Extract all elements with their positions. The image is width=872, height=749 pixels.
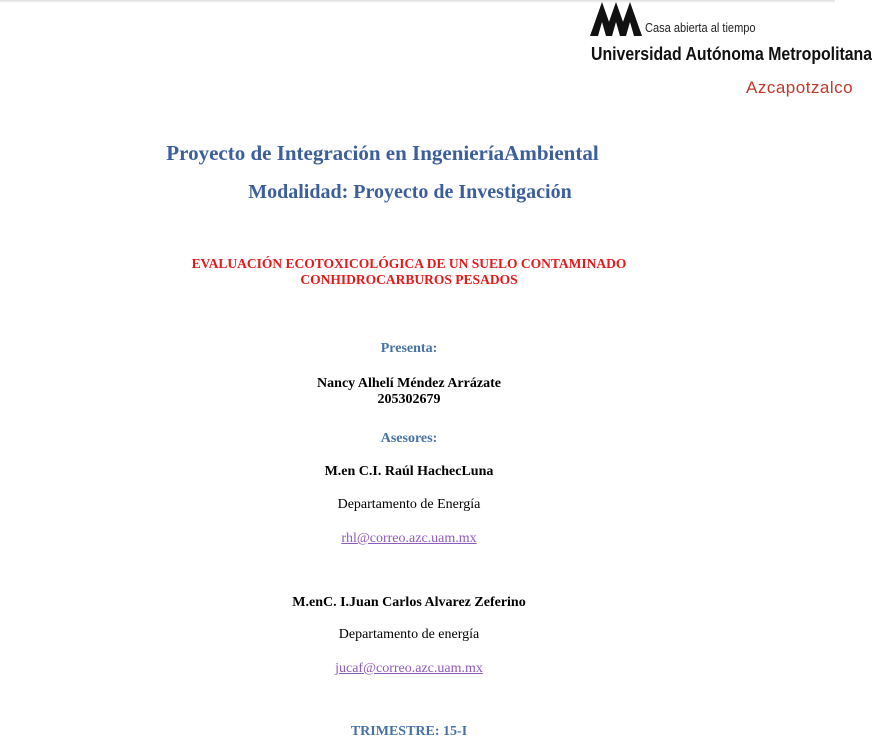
advisors-label: Asesores: (380, 431, 438, 446)
advisor-2-department: Departamento de energía (338, 627, 480, 642)
university-name: Universidad Autónoma Metropolitana (591, 44, 872, 64)
thesis-title-line-2: CONHIDROCARBUROS PESADOS (300, 272, 518, 287)
advisor-1-name: M.en C.I. Raúl HachecLuna (324, 464, 494, 479)
advisor-1-email-link[interactable]: rhl@correo.azc.uam.mx (341, 531, 477, 546)
university-tagline: Casa abierta al tiempo (645, 20, 756, 35)
advisor-2-email-row (0, 659, 818, 677)
advisor-2-name: M.enC. I.Juan Carlos Alvarez Zeferino (292, 595, 526, 610)
presenter-name: Nancy Alhelí Méndez Arrázate (317, 376, 501, 391)
presenter-label: Presenta: (380, 341, 438, 356)
modality-heading: Modalidad: Proyecto de Investigación (248, 181, 572, 203)
campus-name: Azcapotzalco (746, 78, 854, 97)
advisor-2-email-link[interactable]: jucaf@correo.azc.uam.mx (335, 661, 483, 676)
advisor-1-email-row (0, 529, 818, 547)
project-title: Proyecto de Integración en IngenieríaAmbiental (166, 141, 599, 165)
advisor-1-department: Departamento de Energía (337, 497, 481, 512)
uam-logo-icon (590, 0, 642, 38)
presenter-id: 205302679 (377, 392, 441, 407)
thesis-title-line-1: EVALUACIÓN ECOTOXICOLÓGICA DE UN SUELO CONTAMINADO (191, 256, 627, 271)
thesis-title (0, 256, 818, 288)
presenter-block (0, 376, 818, 408)
term-label: TRIMESTRE: 15-I (350, 724, 468, 739)
university-logo (590, 0, 872, 105)
